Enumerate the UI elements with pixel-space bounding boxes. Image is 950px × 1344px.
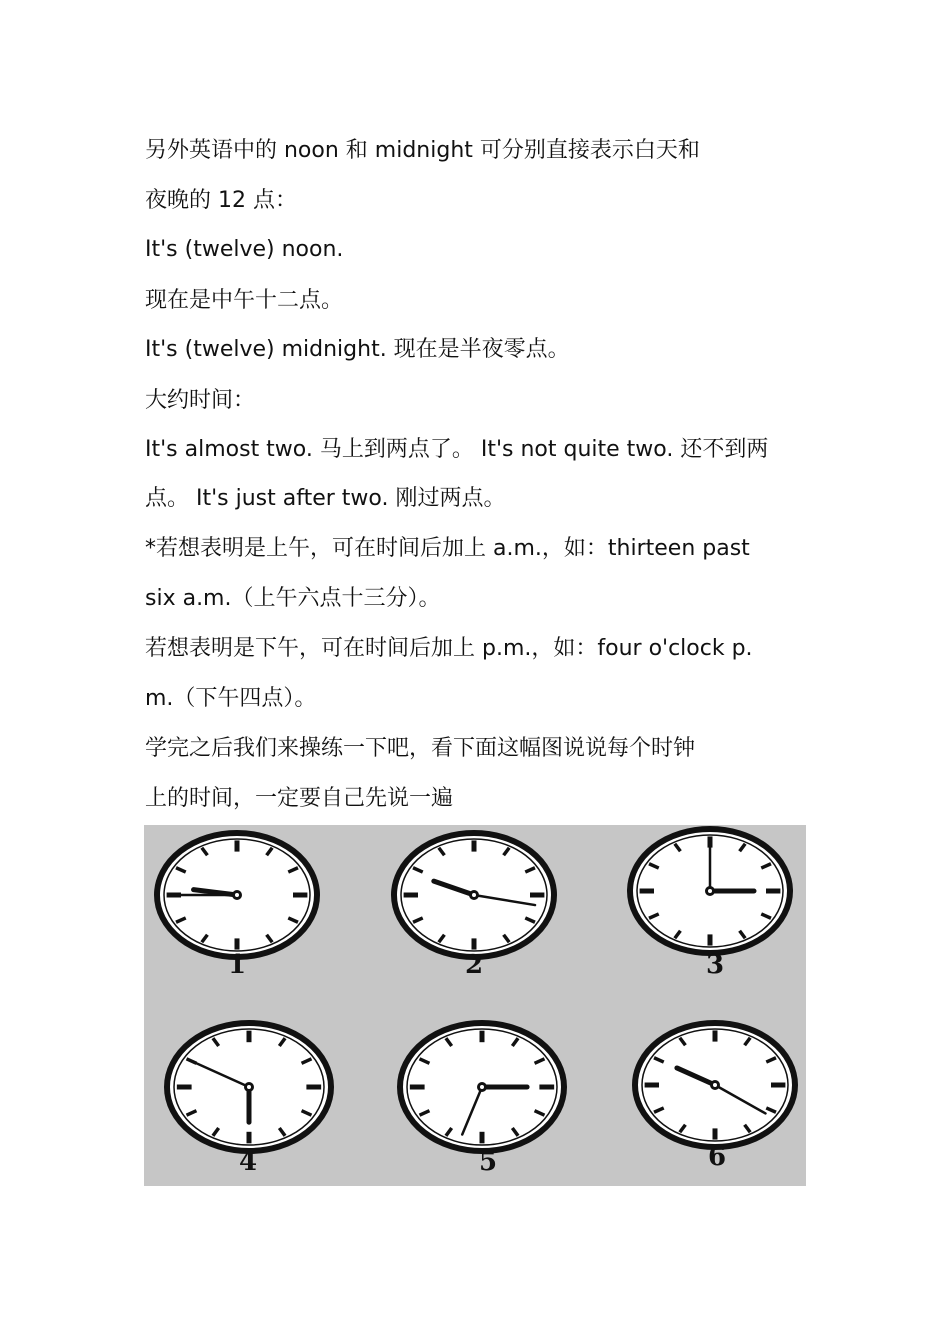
clock-3 bbox=[630, 829, 790, 980]
clock-hub-center bbox=[472, 893, 476, 897]
text-line-3: It's (twelve) noon. bbox=[145, 237, 344, 262]
clock-label: 5 bbox=[478, 1147, 498, 1177]
clock-exercise-figure bbox=[144, 825, 806, 1186]
text-line-13: 学完之后我们来操练一下吧，看下面这幅图说说每个时钟 bbox=[145, 736, 696, 761]
clock-label: 1 bbox=[227, 950, 247, 980]
clock-label: 4 bbox=[238, 1147, 258, 1177]
text-line-14: 上的时间，一定要自己先说一遍 bbox=[145, 786, 454, 811]
clock-hub-center bbox=[713, 1083, 717, 1087]
text-line-1: 另外英语中的 noon 和 midnight 可分别直接表示白天和 bbox=[145, 138, 700, 163]
text-line-9: *若想表明是上午，可在时间后加上 a.m.，如：thirteen past bbox=[145, 536, 750, 561]
clock-label: 2 bbox=[464, 950, 484, 980]
clock-hub-center bbox=[235, 893, 239, 897]
text-line-5: It's (twelve) midnight. 现在是半夜零点。 bbox=[145, 337, 570, 362]
clock-label: 6 bbox=[707, 1142, 727, 1172]
clock-hub-center bbox=[247, 1085, 251, 1089]
clock-4 bbox=[167, 1023, 331, 1177]
text-line-4: 现在是中午十二点。 bbox=[145, 288, 344, 313]
text-line-10: six a.m.（上午六点十三分）。 bbox=[145, 586, 441, 611]
clock-6 bbox=[635, 1023, 795, 1172]
clock-2 bbox=[394, 833, 554, 980]
clock-hub-center bbox=[708, 889, 712, 893]
text-line-8: 点。 It's just after two. 刚过两点。 bbox=[145, 486, 506, 511]
text-line-2: 夜晚的 12 点： bbox=[145, 188, 297, 213]
text-line-6: 大约时间： bbox=[145, 388, 256, 413]
clock-1 bbox=[157, 833, 317, 980]
text-line-11: 若想表明是下午，可在时间后加上 p.m.，如：four o'clock p. bbox=[145, 636, 753, 661]
text-line-7: It's almost two. 马上到两点了。 It's not quite two. 还不到两 bbox=[145, 437, 769, 462]
clock-5 bbox=[400, 1023, 564, 1177]
clock-label: 3 bbox=[705, 950, 725, 980]
clock-hub-center bbox=[480, 1085, 484, 1089]
text-line-12: m.（下午四点）。 bbox=[145, 686, 317, 711]
clocks-illustration bbox=[144, 825, 806, 1186]
